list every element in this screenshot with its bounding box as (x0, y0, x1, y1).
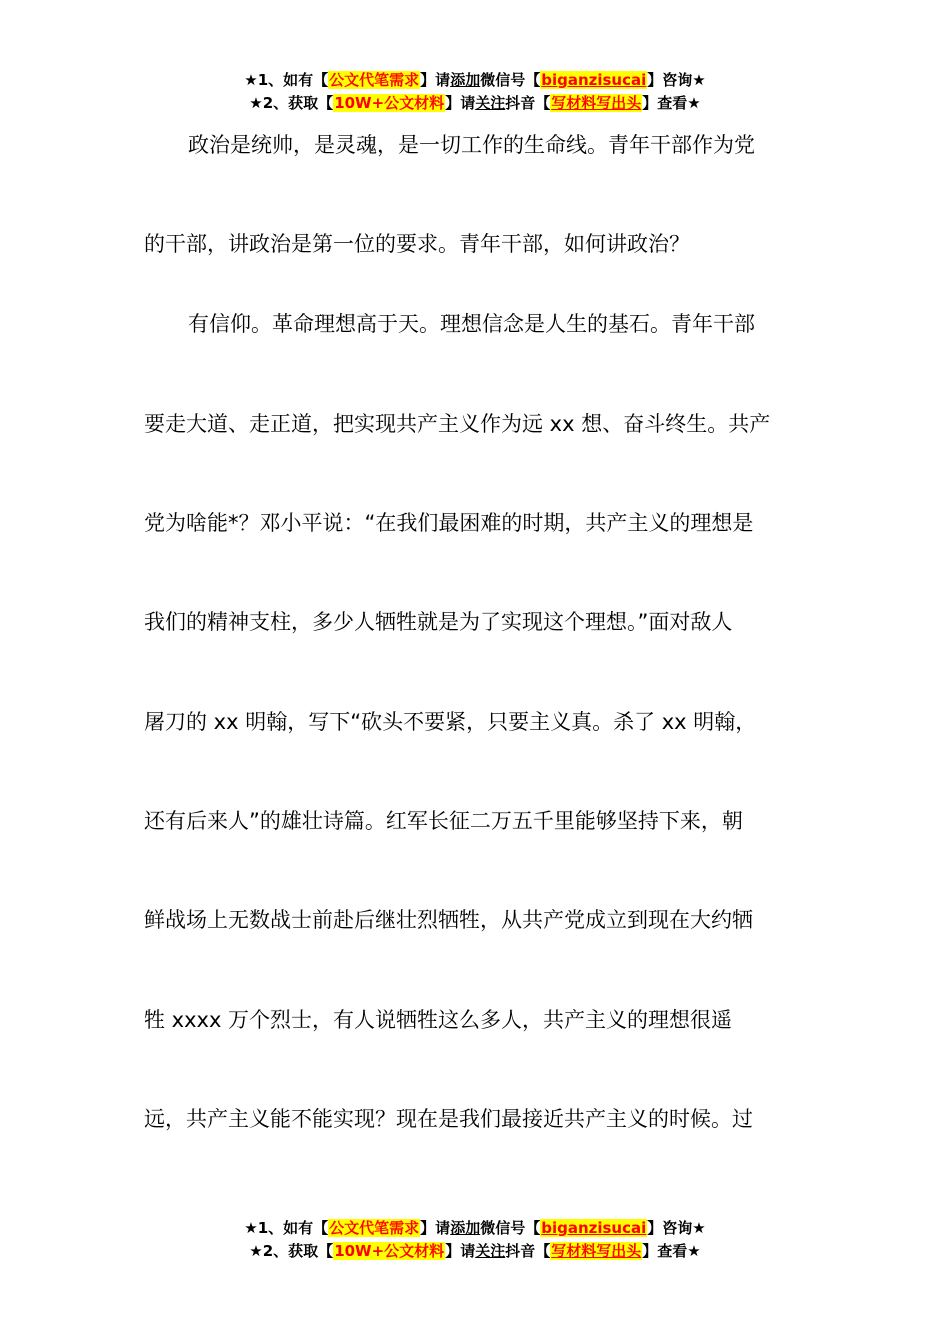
body-line-3: 有信仰。革命理想高于天。理想信念是人生的基石。青年干部 (188, 312, 755, 336)
body-line-2: 的干部，讲政治是第一位的要求。青年干部，如何讲政治？ (144, 232, 690, 256)
header-line1-mid2: 微信号【 (480, 71, 541, 89)
footer-line1-underlined: 添加 (450, 1219, 481, 1237)
footer-line2-douyin-account: 写材料写出头 (551, 1242, 642, 1260)
footer-line2-mid: 】请 (445, 1242, 476, 1260)
header-line2-underlined: 关注 (475, 94, 506, 112)
footer-line1-highlight-service: 公文代笔需求 (329, 1219, 420, 1237)
footer-line2-mid2: 抖音【 (505, 1242, 551, 1260)
body-line-4: 要走大道、走正道，把实现共产主义作为远 xx 想、奋斗终生。共产 (144, 412, 771, 436)
header-line2-mid2: 抖音【 (505, 94, 551, 112)
header-line1-mid: 】请 (420, 71, 451, 89)
header-banner (0, 69, 950, 115)
header-banner-line-1 (0, 69, 950, 92)
header-line2-prefix: ★2、获取【 (249, 94, 334, 112)
footer-line2-suffix: 】查看★ (642, 1242, 701, 1260)
header-line1-highlight-service: 公文代笔需求 (329, 71, 420, 89)
body-line-8: 还有后来人”的雄壮诗篇。红军长征二万五千里能够坚持下来，朝 (144, 809, 743, 833)
header-line2-mid: 】请 (445, 94, 476, 112)
footer-line1-mid2: 微信号【 (480, 1219, 541, 1237)
footer-line2-highlight-materials: 10W+公文材料 (334, 1242, 445, 1260)
footer-line2-prefix: ★2、获取【 (249, 1242, 334, 1260)
body-line-10: 牲 xxxx 万个烈士，有人说牺牲这么多人，共产主义的理想很遥 (144, 1008, 733, 1032)
footer-line1-mid: 】请 (420, 1219, 451, 1237)
body-line-7: 屠刀的 xx 明翰，写下“砍头不要紧，只要主义真。杀了 xx 明翰， (144, 710, 757, 734)
body-line-9: 鲜战场上无数战士前赴后继壮烈牺牲，从共产党成立到现在大约牺 (144, 908, 753, 932)
body-line-5: 党为啥能*？邓小平说：“在我们最困难的时期，共产主义的理想是 (144, 511, 754, 535)
header-line1-prefix: ★1、如有【 (244, 71, 329, 89)
footer-line2-underlined: 关注 (475, 1242, 506, 1260)
header-line2-douyin-account: 写材料写出头 (551, 94, 642, 112)
header-line1-wechat-id: biganzisucai (541, 71, 647, 89)
body-line-1: 政治是统帅，是灵魂，是一切工作的生命线。青年干部作为党 (188, 133, 755, 157)
body-line-11: 远，共产主义能不能实现？现在是我们最接近共产主义的时候。过 (144, 1107, 753, 1131)
footer-line1-prefix: ★1、如有【 (244, 1219, 329, 1237)
footer-banner-line-1 (0, 1217, 950, 1240)
header-banner-line-2 (0, 92, 950, 115)
header-line2-highlight-materials: 10W+公文材料 (334, 94, 445, 112)
header-line1-suffix: 】咨询★ (647, 71, 706, 89)
header-line1-underlined: 添加 (450, 71, 481, 89)
footer-line1-wechat-id: biganzisucai (541, 1219, 647, 1237)
body-line-6: 我们的精神支柱，多少人牺牲就是为了实现这个理想。”面对敌人 (144, 610, 733, 634)
header-line2-suffix: 】查看★ (642, 94, 701, 112)
footer-banner-line-2 (0, 1240, 950, 1263)
footer-banner (0, 1217, 950, 1263)
footer-line1-suffix: 】咨询★ (647, 1219, 706, 1237)
